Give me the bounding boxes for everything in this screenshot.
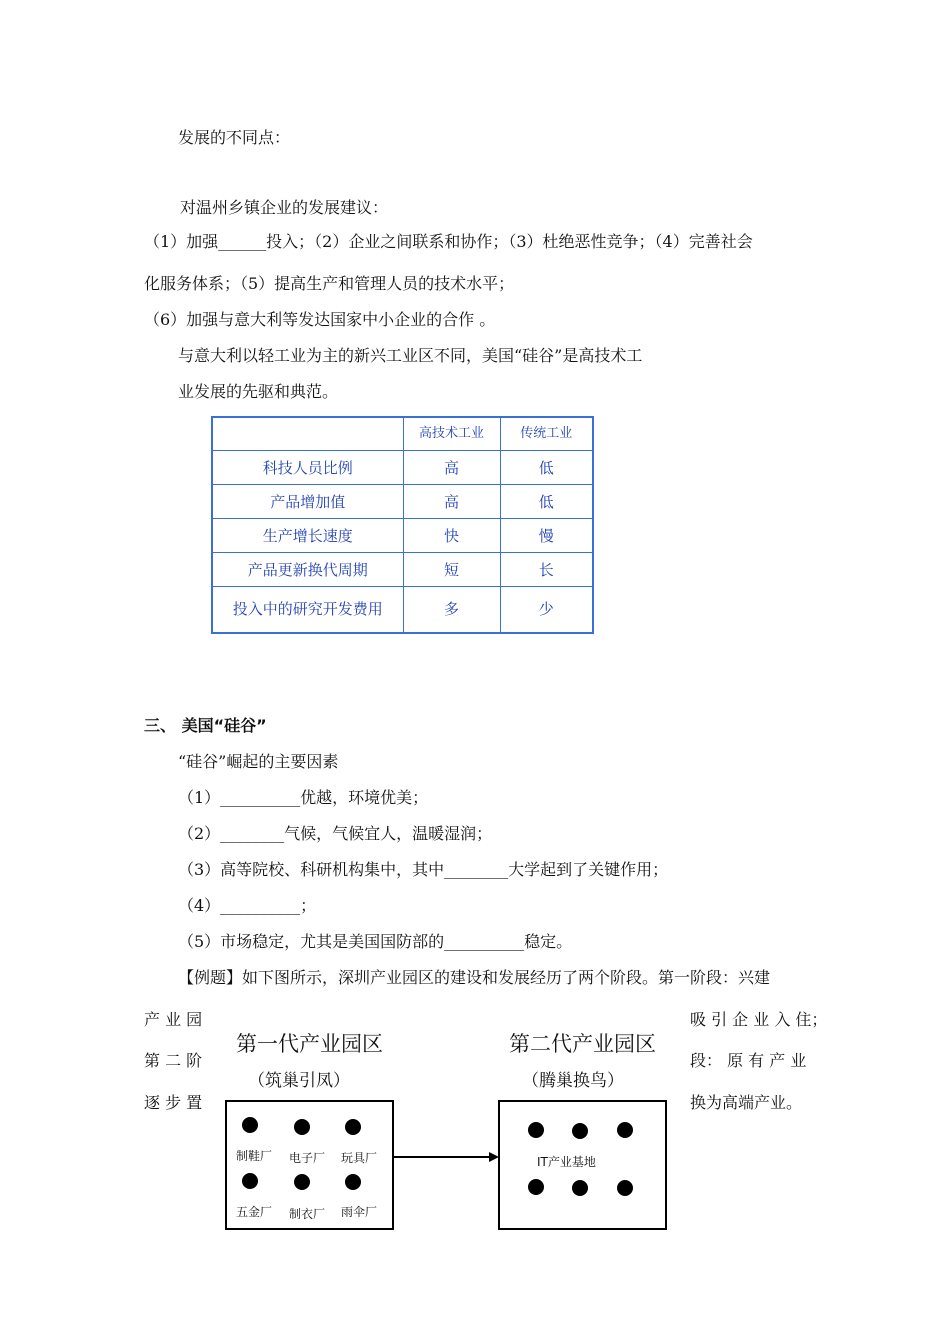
silicon-intro-line-1: 与意大利以轻工业为主的新兴工业区不同，美国“硅谷”是高技术工 (178, 346, 643, 365)
table-cell: 长 (500, 553, 593, 587)
gen2-park-box (498, 1100, 667, 1230)
table-row (212, 519, 593, 553)
side-right-2: 段： 原 有 产 业 (690, 1051, 807, 1070)
side-left-2: 第 二 阶 (144, 1051, 203, 1070)
para-differences: 发展的不同点： (178, 128, 291, 147)
it-base-label: IT产业基地 (537, 1155, 596, 1169)
para-wenzhou-suggestions: 对温州乡镇企业的发展建议： (180, 198, 389, 217)
table-cell: 多 (403, 587, 500, 633)
rise-factors-title: “硅谷”崛起的主要因素 (178, 752, 339, 771)
table-header-cell (212, 417, 403, 451)
transition-arrow (392, 1156, 490, 1158)
section-3-title: 三、 美国“硅谷” (144, 716, 267, 735)
gen2-subtitle: （腾巢换鸟） (522, 1071, 624, 1091)
side-left-3: 逐 步 置 (144, 1093, 203, 1112)
table-cell: 高 (403, 485, 500, 519)
factory-dot (242, 1117, 258, 1133)
side-left-1: 产 业 园 (144, 1010, 203, 1029)
table-header-cell: 传统工业 (500, 417, 593, 451)
factory-dot (242, 1173, 258, 1189)
suggestion-line-2: 化服务体系；（5）提高生产和管理人员的技术水平； (144, 274, 515, 293)
table-cell: 少 (500, 587, 593, 633)
side-right-1: 吸 引 企 业 入 住； (690, 1010, 828, 1029)
factor-2: （2）________气候，气候宜人，温暖湿润； (178, 824, 493, 843)
table-cell: 快 (403, 519, 500, 553)
it-dot (617, 1122, 633, 1138)
factory-dot (345, 1119, 361, 1135)
factory-label: 五金厂 (236, 1205, 273, 1219)
gen1-subtitle: （筑巢引凤） (248, 1071, 350, 1091)
table-cell: 低 (500, 485, 593, 519)
gen2-title: 第二代产业园区 (509, 1032, 656, 1056)
table-row (212, 451, 593, 485)
factory-dot (294, 1119, 310, 1135)
table-cell: 生产增长速度 (212, 519, 403, 553)
factor-3: （3）高等院校、科研机构集中，其中________大学起到了关键作用； (178, 860, 669, 879)
factory-label: 雨伞厂 (341, 1205, 378, 1219)
factory-dot (294, 1174, 310, 1190)
table-header-row (212, 417, 593, 451)
it-dot (617, 1180, 633, 1196)
it-dot (572, 1123, 588, 1139)
table-row (212, 485, 593, 519)
table-cell: 低 (500, 451, 593, 485)
suggestion-line-1: （1）加强______投入；（2）企业之间联系和协作；（3）杜绝恶性竞争；（4）完善社会 (144, 232, 753, 251)
suggestion-line-3: （6）加强与意大利等发达国家中小企业的合作 。 (144, 310, 496, 329)
table-header-cell: 高技术工业 (403, 417, 500, 451)
factory-label: 制衣厂 (289, 1207, 326, 1221)
example-question: 【例题】如下图所示，深圳产业园区的建设和发展经历了两个阶段。第一阶段：兴建 (178, 968, 771, 987)
table-cell: 高 (403, 451, 500, 485)
factory-label: 玩具厂 (341, 1151, 378, 1165)
table-cell: 产品增加值 (212, 485, 403, 519)
factor-5: （5）市场稳定，尤其是美国国防部的__________稳定。 (178, 932, 573, 951)
side-right-3: 换为高端产业。 (690, 1093, 803, 1112)
it-dot (528, 1122, 544, 1138)
gen1-park-box (225, 1100, 394, 1230)
factory-label: 电子厂 (289, 1151, 326, 1165)
factor-1: （1）__________优越，环境优美； (178, 788, 429, 807)
factory-label: 制鞋厂 (236, 1149, 273, 1163)
it-dot (528, 1179, 544, 1195)
table-cell: 产品更新换代周期 (212, 553, 403, 587)
table-cell: 慢 (500, 519, 593, 553)
table-cell: 短 (403, 553, 500, 587)
gen1-title: 第一代产业园区 (236, 1032, 383, 1056)
table-cell: 科技人员比例 (212, 451, 403, 485)
table-row (212, 587, 593, 633)
it-dot (572, 1180, 588, 1196)
factor-4: （4）__________； (178, 896, 317, 915)
table-cell: 投入中的研究开发费用 (212, 587, 403, 633)
factory-dot (345, 1174, 361, 1190)
silicon-intro-line-2: 业发展的先驱和典范。 (178, 382, 339, 401)
comparison-table (211, 416, 594, 634)
table-row (212, 553, 593, 587)
